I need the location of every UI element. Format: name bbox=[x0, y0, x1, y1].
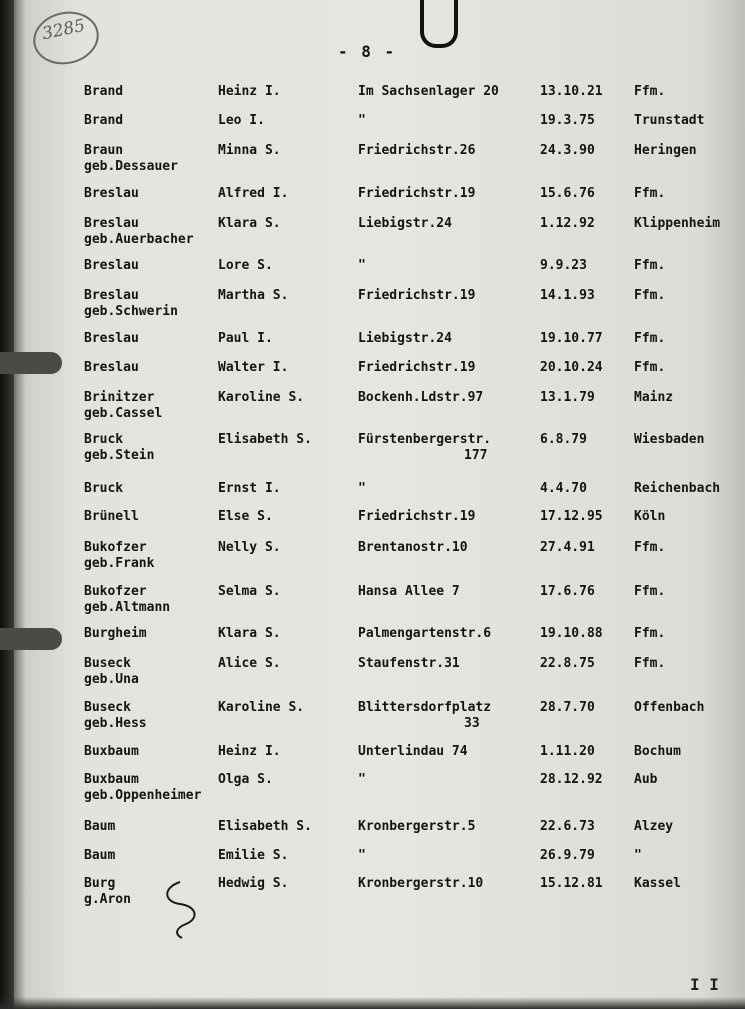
birth-date-cell: 24.3.90 bbox=[540, 143, 595, 158]
first-name-cell: Klara S. bbox=[218, 216, 281, 231]
address-cell: " bbox=[358, 848, 366, 863]
address-cell: Liebigstr.24 bbox=[358, 216, 452, 231]
first-name-cell: Selma S. bbox=[218, 584, 281, 599]
surname-cell: Burgheim bbox=[84, 626, 147, 641]
birth-place-cell: Köln bbox=[634, 509, 666, 524]
birth-name-cell: geb.Schwerin bbox=[84, 304, 178, 319]
birth-place-cell: Ffm. bbox=[634, 584, 666, 599]
first-name-cell: Nelly S. bbox=[218, 540, 281, 555]
first-name-cell: Martha S. bbox=[218, 288, 289, 303]
birth-date-cell: 9.9.23 bbox=[540, 258, 587, 273]
page-number: - 8 - bbox=[338, 42, 397, 61]
first-name-cell: Karoline S. bbox=[218, 390, 305, 405]
address-cell: Brentanostr.10 bbox=[358, 540, 468, 555]
birth-date-cell: 13.10.21 bbox=[540, 84, 603, 99]
list-item bbox=[0, 772, 745, 816]
surname-cell: Breslau bbox=[84, 258, 139, 273]
surname-cell: Buseck bbox=[84, 656, 131, 671]
birth-date-cell: 19.3.75 bbox=[540, 113, 595, 128]
surname-cell: Breslau bbox=[84, 360, 139, 375]
list-item bbox=[0, 584, 745, 628]
birth-date-cell: 22.6.73 bbox=[540, 819, 595, 834]
address-cell: Im Sachsenlager 20 bbox=[358, 84, 499, 99]
birth-name-cell: geb.Auerbacher bbox=[84, 232, 194, 247]
address-cell: Hansa Allee 7 bbox=[358, 584, 460, 599]
address-cell: Friedrichstr.26 bbox=[358, 143, 476, 158]
first-name-cell: Leo I. bbox=[218, 113, 265, 128]
surname-cell: Brünell bbox=[84, 509, 139, 524]
birth-place-cell: Bochum bbox=[634, 744, 681, 759]
birth-date-cell: 13.1.79 bbox=[540, 390, 595, 405]
birth-date-cell: 6.8.79 bbox=[540, 432, 587, 447]
first-name-cell: Lore S. bbox=[218, 258, 273, 273]
birth-name-cell: geb.Frank bbox=[84, 556, 155, 571]
list-item bbox=[0, 540, 745, 584]
birth-date-cell: 22.8.75 bbox=[540, 656, 595, 671]
birth-name-cell: g.Aron bbox=[84, 892, 131, 907]
address-cell: " bbox=[358, 113, 366, 128]
birth-place-cell: Ffm. bbox=[634, 656, 666, 671]
surname-cell: Breslau bbox=[84, 216, 139, 231]
first-name-cell: Emilie S. bbox=[218, 848, 289, 863]
birth-place-cell: Ffm. bbox=[634, 288, 666, 303]
birth-date-cell: 20.10.24 bbox=[540, 360, 603, 375]
list-item bbox=[0, 390, 745, 434]
surname-cell: Breslau bbox=[84, 331, 139, 346]
birth-place-cell: Alzey bbox=[634, 819, 674, 834]
address-cell: Friedrichstr.19 bbox=[358, 509, 476, 524]
surname-cell: Brand bbox=[84, 113, 124, 128]
first-name-cell: Heinz I. bbox=[218, 744, 281, 759]
birth-date-cell: 27.4.91 bbox=[540, 540, 595, 555]
address-cell: Blittersdorfplatz bbox=[358, 700, 492, 715]
birth-date-cell: 15.12.81 bbox=[540, 876, 603, 891]
birth-place-cell: Kassel bbox=[634, 876, 681, 891]
birth-place-cell: Wiesbaden bbox=[634, 432, 705, 447]
birth-name-cell: geb.Hess bbox=[84, 716, 147, 731]
first-name-cell: Olga S. bbox=[218, 772, 273, 787]
list-item bbox=[0, 143, 745, 187]
birth-place-cell: Klippenheim bbox=[634, 216, 721, 231]
birth-date-cell: 15.6.76 bbox=[540, 186, 595, 201]
birth-date-cell: 1.11.20 bbox=[540, 744, 595, 759]
address-continuation-cell: 177 bbox=[464, 448, 488, 463]
first-name-cell: Klara S. bbox=[218, 626, 281, 641]
first-name-cell: Karoline S. bbox=[218, 700, 305, 715]
handwritten-squiggle bbox=[160, 880, 210, 940]
surname-cell: Brinitzer bbox=[84, 390, 155, 405]
surname-cell: Bukofzer bbox=[84, 584, 147, 599]
first-name-cell: Heinz I. bbox=[218, 84, 281, 99]
address-cell: Kronbergerstr.5 bbox=[358, 819, 476, 834]
list-item bbox=[0, 432, 745, 476]
birth-place-cell: Ffm. bbox=[634, 331, 666, 346]
surname-cell: Breslau bbox=[84, 288, 139, 303]
birth-place-cell: Trunstadt bbox=[634, 113, 705, 128]
archive-stamp-number: 3285 bbox=[40, 15, 87, 45]
address-cell: Kronbergerstr.10 bbox=[358, 876, 484, 891]
first-name-cell: Elisabeth S. bbox=[218, 819, 312, 834]
list-item bbox=[0, 700, 745, 744]
birth-name-cell: geb.Oppenheimer bbox=[84, 788, 202, 803]
list-item bbox=[0, 288, 745, 332]
first-name-cell: Hedwig S. bbox=[218, 876, 289, 891]
list-item bbox=[0, 216, 745, 260]
first-name-cell: Alfred I. bbox=[218, 186, 289, 201]
surname-cell: Bukofzer bbox=[84, 540, 147, 555]
address-cell: Palmengartenstr.6 bbox=[358, 626, 492, 641]
first-name-cell: Walter I. bbox=[218, 360, 289, 375]
birth-place-cell: Ffm. bbox=[634, 626, 666, 641]
first-name-cell: Paul I. bbox=[218, 331, 273, 346]
address-cell: Friedrichstr.19 bbox=[358, 288, 476, 303]
surname-cell: Bruck bbox=[84, 481, 124, 496]
address-cell: Friedrichstr.19 bbox=[358, 186, 476, 201]
birth-name-cell: geb.Cassel bbox=[84, 406, 163, 421]
birth-date-cell: 4.4.70 bbox=[540, 481, 587, 496]
address-continuation-cell: 33 bbox=[464, 716, 480, 731]
birth-name-cell: geb.Altmann bbox=[84, 600, 171, 615]
first-name-cell: Ernst I. bbox=[218, 481, 281, 496]
address-cell: Unterlindau 74 bbox=[358, 744, 468, 759]
surname-cell: Baum bbox=[84, 819, 116, 834]
surname-cell: Baum bbox=[84, 848, 116, 863]
birth-date-cell: 14.1.93 bbox=[540, 288, 595, 303]
address-cell: Fürstenbergerstr. bbox=[358, 432, 492, 447]
birth-place-cell: Mainz bbox=[634, 390, 674, 405]
surname-cell: Buxbaum bbox=[84, 744, 139, 759]
surname-cell: Braun bbox=[84, 143, 124, 158]
address-cell: " bbox=[358, 481, 366, 496]
address-cell: " bbox=[358, 258, 366, 273]
birth-date-cell: 19.10.77 bbox=[540, 331, 603, 346]
birth-place-cell: Aub bbox=[634, 772, 658, 787]
surname-cell: Breslau bbox=[84, 186, 139, 201]
birth-place-cell: Offenbach bbox=[634, 700, 705, 715]
birth-place-cell: Reichenbach bbox=[634, 481, 721, 496]
list-item bbox=[0, 876, 745, 920]
birth-name-cell: geb.Dessauer bbox=[84, 159, 178, 174]
address-cell: Liebigstr.24 bbox=[358, 331, 452, 346]
first-name-cell: Minna S. bbox=[218, 143, 281, 158]
birth-place-cell: Ffm. bbox=[634, 84, 666, 99]
address-cell: Bockenh.Ldstr.97 bbox=[358, 390, 484, 405]
birth-place-cell: Ffm. bbox=[634, 540, 666, 555]
surname-cell: Brand bbox=[84, 84, 124, 99]
birth-date-cell: 19.10.88 bbox=[540, 626, 603, 641]
birth-place-cell: Ffm. bbox=[634, 186, 666, 201]
address-cell: Friedrichstr.19 bbox=[358, 360, 476, 375]
first-name-cell: Alice S. bbox=[218, 656, 281, 671]
first-name-cell: Elisabeth S. bbox=[218, 432, 312, 447]
surname-cell: Buseck bbox=[84, 700, 131, 715]
birth-date-cell: 26.9.79 bbox=[540, 848, 595, 863]
first-name-cell: Else S. bbox=[218, 509, 273, 524]
birth-date-cell: 17.6.76 bbox=[540, 584, 595, 599]
birth-place-cell: Ffm. bbox=[634, 360, 666, 375]
address-cell: " bbox=[358, 772, 366, 787]
birth-name-cell: geb.Stein bbox=[84, 448, 155, 463]
birth-place-cell: " bbox=[634, 848, 642, 863]
surname-cell: Buxbaum bbox=[84, 772, 139, 787]
birth-place-cell: Ffm. bbox=[634, 258, 666, 273]
address-cell: Staufenstr.31 bbox=[358, 656, 460, 671]
list-item bbox=[0, 656, 745, 700]
surname-cell: Bruck bbox=[84, 432, 124, 447]
birth-date-cell: 1.12.92 bbox=[540, 216, 595, 231]
birth-date-cell: 28.12.92 bbox=[540, 772, 603, 787]
surname-cell: Burg bbox=[84, 876, 116, 891]
footer-mark: I I bbox=[690, 975, 719, 994]
birth-date-cell: 28.7.70 bbox=[540, 700, 595, 715]
birth-date-cell: 17.12.95 bbox=[540, 509, 603, 524]
birth-place-cell: Heringen bbox=[634, 143, 697, 158]
birth-name-cell: geb.Una bbox=[84, 672, 139, 687]
